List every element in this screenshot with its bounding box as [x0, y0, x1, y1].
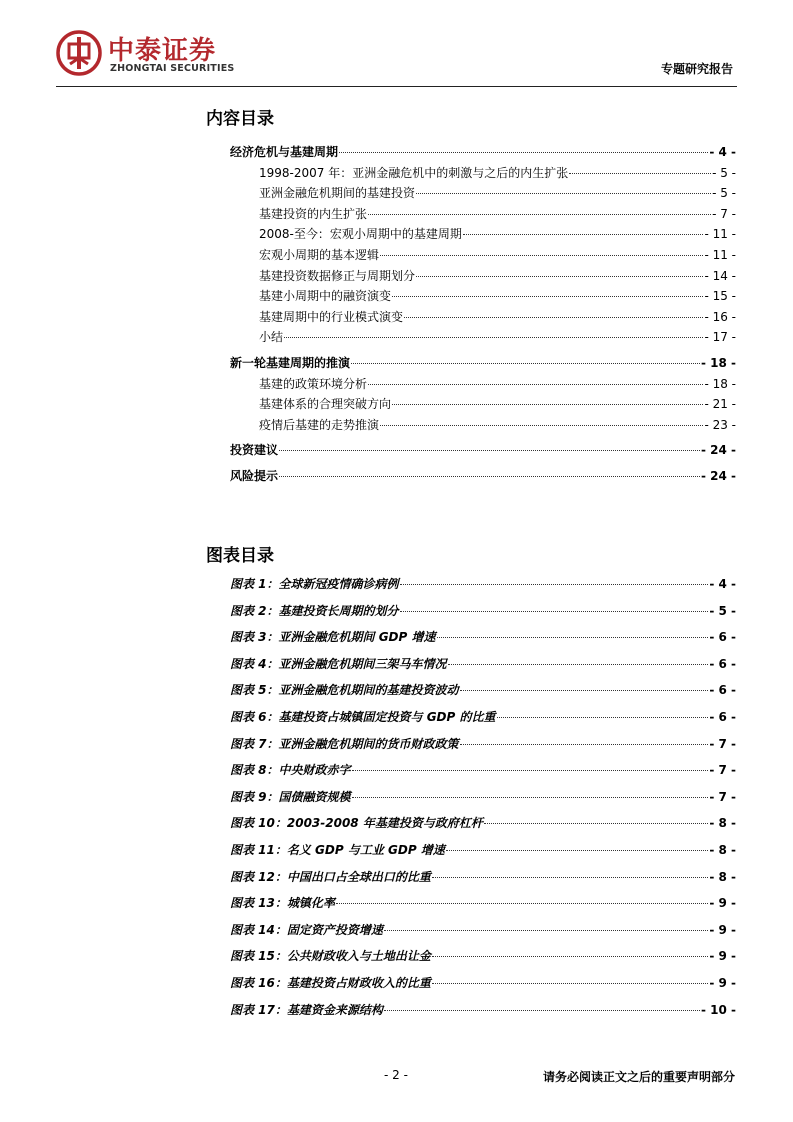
toc-entry[interactable]: [230, 143, 736, 164]
dot-leader: [446, 850, 709, 851]
figure-entry-label: 图表 11：名义 GDP 与工业 GDP 增速: [230, 842, 445, 857]
figure-entry-page: - 6 -: [709, 709, 736, 724]
figure-entry-label: 图表 3：亚洲金融危机期间 GDP 增速: [230, 630, 436, 645]
toc-entry-label: 基建体系的合理突破方向: [259, 397, 392, 412]
figure-entry[interactable]: [230, 947, 736, 974]
toc-entry-page: - 15 -: [704, 289, 736, 304]
figure-entry-label: 图表 5：亚洲金融危机期间的基建投资波动: [230, 683, 459, 698]
figure-entry[interactable]: [230, 841, 736, 868]
company-name-cn: 中泰证券: [108, 36, 217, 66]
dot-leader: [400, 584, 709, 585]
dot-leader: [416, 276, 703, 277]
dot-leader: [437, 637, 709, 638]
toc-entry[interactable]: [230, 328, 736, 349]
figure-entry[interactable]: [230, 681, 736, 708]
toc-entry[interactable]: [230, 354, 736, 375]
toc-entry-label: 投资建议: [230, 443, 279, 458]
figure-entry-page: - 6 -: [709, 656, 736, 671]
toc-entry-page: - 21 -: [704, 397, 736, 412]
dot-leader: [484, 823, 708, 824]
figure-entry-page: - 8 -: [709, 869, 736, 884]
dot-leader: [384, 1010, 700, 1011]
figure-entry-label: 图表 17：基建资金来源结构: [230, 1002, 383, 1017]
toc-entry-label: 基建的政策环境分析: [259, 376, 368, 391]
figure-entry[interactable]: [230, 761, 736, 788]
toc-entry-page: - 18 -: [704, 376, 736, 391]
toc-entry-label: 风险提示: [230, 468, 279, 483]
dot-leader: [497, 717, 709, 718]
figure-entry-page: - 5 -: [709, 603, 736, 618]
figure-entry[interactable]: [230, 868, 736, 895]
figure-entry[interactable]: [230, 894, 736, 921]
figure-entry-page: - 10 -: [700, 1002, 736, 1017]
list-of-figures: [230, 575, 736, 1027]
toc-entry[interactable]: [230, 205, 736, 226]
dot-leader: [460, 744, 709, 745]
dot-leader: [432, 877, 708, 878]
dot-leader: [380, 255, 703, 256]
toc-entry[interactable]: [230, 375, 736, 396]
dot-leader: [400, 611, 709, 612]
figure-entry-label: 图表 10：2003-2008 年基建投资与政府杠杆: [230, 816, 483, 831]
toc-entry-label: 疫情后基建的走势推演: [259, 417, 380, 432]
figure-entry-page: - 7 -: [709, 736, 736, 751]
table-of-contents: [230, 143, 736, 488]
figure-entry-label: 图表 7：亚洲金融危机期间的货币财政政策: [230, 736, 459, 751]
figure-entry[interactable]: [230, 708, 736, 735]
figure-entry[interactable]: [230, 735, 736, 762]
toc-entry-page: - 18 -: [700, 355, 736, 370]
toc-entry-page: - 17 -: [704, 330, 736, 345]
dot-leader: [352, 797, 709, 798]
dot-leader: [432, 983, 708, 984]
dot-leader: [368, 214, 711, 215]
zhongtai-logo-icon: [56, 30, 102, 76]
figure-entry[interactable]: [230, 1001, 736, 1028]
dot-leader: [384, 930, 708, 931]
figure-entry[interactable]: [230, 655, 736, 682]
figure-entry-page: - 9 -: [709, 975, 736, 990]
figure-entry-label: 图表 15：公共财政收入与土地出让金: [230, 949, 431, 964]
dot-leader: [336, 903, 708, 904]
toc-entry-page: - 11 -: [704, 247, 736, 262]
toc-entry-label: 1998-2007 年：亚洲金融危机中的刺激与之后的内生扩张: [259, 165, 569, 180]
figure-entry-label: 图表 14：固定资产投资增速: [230, 922, 383, 937]
figures-title: 图表目录: [206, 546, 274, 566]
toc-entry-page: - 24 -: [700, 468, 736, 483]
toc-entry-page: - 5 -: [712, 186, 736, 201]
figure-entry-label: 图表 1：全球新冠疫情确诊病例: [230, 577, 399, 591]
figure-entry[interactable]: [230, 602, 736, 629]
dot-leader: [460, 690, 709, 691]
figure-entry-label: 图表 8：中央财政赤字: [230, 763, 351, 778]
toc-entry[interactable]: [230, 416, 736, 437]
toc-entry[interactable]: [230, 184, 736, 205]
toc-entry-label: 基建周期中的行业模式演变: [259, 309, 404, 324]
figure-entry-page: - 7 -: [709, 763, 736, 778]
figure-entry[interactable]: [230, 921, 736, 948]
dot-leader: [279, 476, 700, 477]
toc-entry-page: - 5 -: [712, 165, 736, 180]
dot-leader: [279, 450, 700, 451]
figure-entry-label: 图表 4：亚洲金融危机期间三架马车情况: [230, 656, 447, 671]
toc-entry-page: - 23 -: [704, 417, 736, 432]
figure-entry[interactable]: [230, 974, 736, 1001]
page-footer: [0, 1062, 793, 1092]
figure-entry[interactable]: [230, 788, 736, 815]
toc-entry-page: - 24 -: [700, 443, 736, 458]
dot-leader: [380, 425, 703, 426]
figure-entry-label: 图表 12：中国出口占全球出口的比重: [230, 869, 431, 884]
toc-entry[interactable]: [230, 441, 736, 462]
toc-entry[interactable]: [230, 225, 736, 246]
figure-entry-page: - 4 -: [709, 577, 736, 591]
figure-entry-label: 图表 16：基建投资占财政收入的比重: [230, 975, 431, 990]
toc-entry[interactable]: [230, 467, 736, 488]
toc-entry-label: 小结: [259, 330, 284, 345]
toc-entry-page: - 7 -: [712, 206, 736, 221]
report-type: 专题研究报告: [660, 62, 733, 76]
dot-leader: [392, 296, 703, 297]
dot-leader: [432, 956, 708, 957]
toc-entry[interactable]: [230, 246, 736, 267]
toc-entry-label: 基建投资的内生扩张: [259, 206, 368, 221]
dot-leader: [448, 664, 709, 665]
figure-entry-label: 图表 13：城镇化率: [230, 896, 335, 911]
dot-leader: [339, 152, 708, 153]
dot-leader: [416, 193, 711, 194]
company-name-en: ZHONGTAI SECURITIES: [110, 63, 235, 74]
toc-entry-label: 2008-至今：宏观小周期中的基建周期: [259, 227, 462, 242]
toc-entry[interactable]: [230, 395, 736, 416]
toc-entry-label: 基建投资数据修正与周期划分: [259, 268, 416, 283]
contents-title: 内容目录: [206, 109, 274, 129]
toc-entry-label: 亚洲金融危机期间的基建投资: [259, 186, 416, 201]
figure-entry-page: - 9 -: [709, 896, 736, 911]
dot-leader: [392, 404, 703, 405]
figure-entry-page: - 6 -: [709, 683, 736, 698]
figure-entry[interactable]: [230, 628, 736, 655]
figure-entry[interactable]: [230, 575, 736, 602]
toc-entry-page: - 11 -: [704, 227, 736, 242]
figure-entry-page: - 9 -: [709, 922, 736, 937]
toc-entry-label: 经济危机与基建周期: [230, 145, 339, 159]
toc-entry-page: - 14 -: [704, 268, 736, 283]
disclaimer: 请务必阅读正文之后的重要声明部分: [542, 1070, 735, 1084]
dot-leader: [569, 173, 711, 174]
dot-leader: [463, 234, 704, 235]
toc-entry[interactable]: [230, 164, 736, 185]
figure-entry[interactable]: [230, 814, 736, 841]
toc-entry-label: 新一轮基建周期的推演: [230, 355, 351, 370]
figure-entry-page: - 7 -: [709, 789, 736, 804]
figure-entry-page: - 9 -: [709, 949, 736, 964]
toc-entry[interactable]: [230, 267, 736, 288]
dot-leader: [351, 363, 700, 364]
dot-leader: [284, 337, 703, 338]
dot-leader: [368, 384, 703, 385]
toc-entry[interactable]: [230, 287, 736, 308]
dot-leader: [352, 770, 709, 771]
header-divider: [56, 86, 737, 87]
figure-entry-page: - 8 -: [709, 842, 736, 857]
dot-leader: [404, 317, 703, 318]
page-header: [0, 0, 793, 90]
toc-entry[interactable]: [230, 308, 736, 329]
figure-entry-page: - 6 -: [709, 630, 736, 645]
figure-entry-label: 图表 9：国债融资规模: [230, 789, 351, 804]
figure-entry-label: 图表 2：基建投资长周期的划分: [230, 603, 399, 618]
figure-entry-label: 图表 6：基建投资占城镇固定投资与 GDP 的比重: [230, 709, 496, 724]
toc-entry-page: - 4 -: [709, 145, 736, 159]
page-number: - 2 -: [384, 1068, 408, 1082]
figure-entry-page: - 8 -: [709, 816, 736, 831]
toc-entry-label: 宏观小周期的基本逻辑: [259, 247, 380, 262]
toc-entry-label: 基建小周期中的融资演变: [259, 289, 392, 304]
toc-entry-page: - 16 -: [704, 309, 736, 324]
